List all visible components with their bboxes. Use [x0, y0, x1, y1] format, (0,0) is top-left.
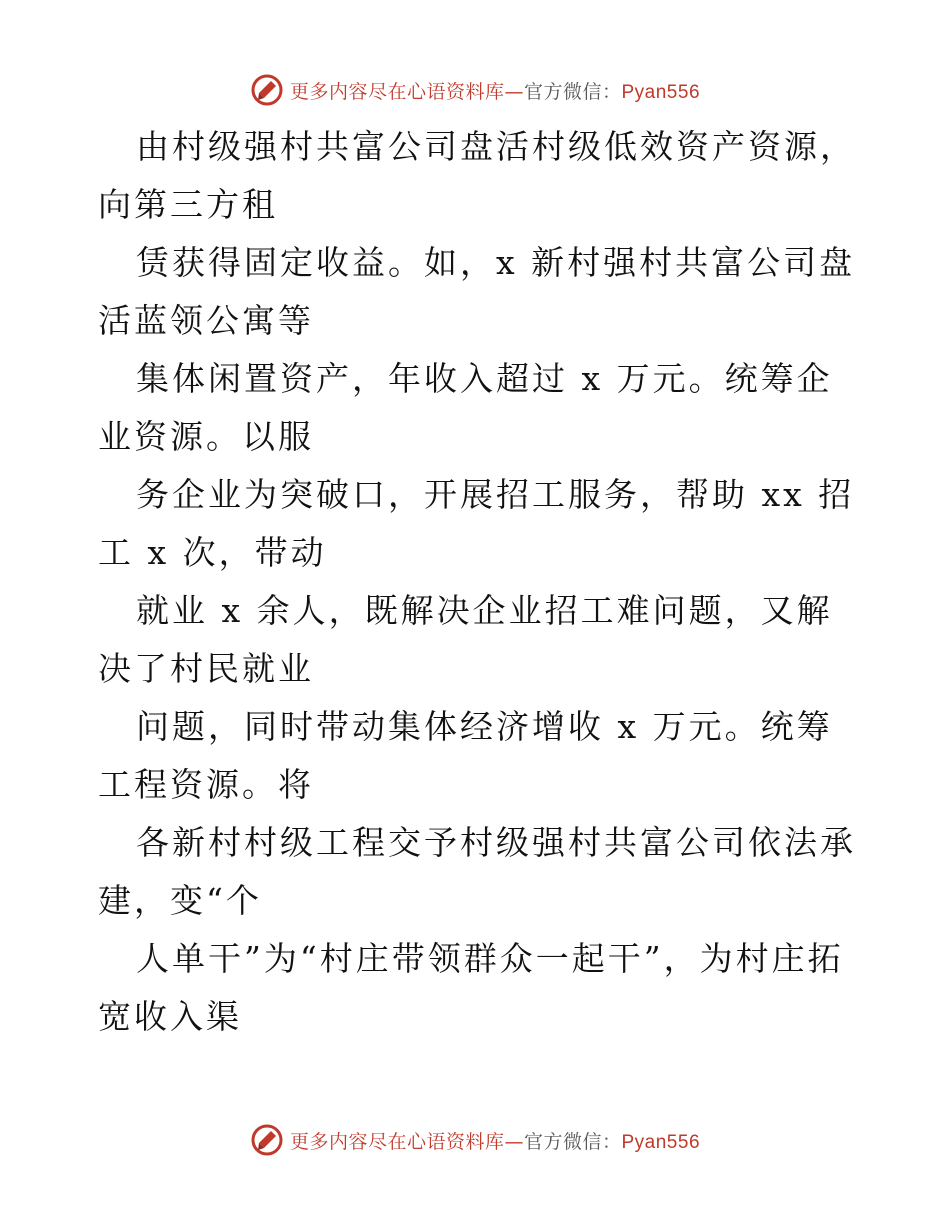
body-line: 赁获得固定收益。如，x 新村强村共富公司盘活蓝领公寓等 [98, 243, 856, 340]
stamp-logo-icon [250, 1123, 284, 1157]
header-watermark [0, 70, 950, 110]
footer-wechat-label: 官方微信： [523, 1130, 622, 1153]
body-line: 务企业为突破口，开展招工服务，帮助 xx 招工 x 次，带动 [98, 475, 855, 572]
stamp-logo-icon [250, 73, 284, 107]
body-line: 问题，同时带动集体经济增收 x 万元。统筹工程资源。将 [98, 707, 833, 804]
header-wechat-id: Pyan556 [621, 81, 701, 103]
header-wechat-label: 官方微信： [523, 80, 622, 103]
body-line: 集体闲置资产，年收入超过 x 万元。统筹企业资源。以服 [98, 359, 833, 456]
body-line: 各新村村级工程交予村级强村共富公司依法承建，变“个 [98, 823, 856, 920]
header-watermark-text [290, 77, 700, 104]
body-line: 人单干”为“村庄带领群众一起干”，为村庄拓宽收入渠 [98, 939, 844, 1036]
footer-site-text: 更多内容尽在心语资料库 [289, 1130, 505, 1153]
footer-wechat-id: Pyan556 [621, 1131, 701, 1153]
header-dash: — [504, 80, 524, 103]
footer-watermark-text [290, 1127, 700, 1154]
footer-watermark [0, 1120, 950, 1160]
document-body [98, 118, 868, 1046]
body-line: 由村级强村共富公司盘活村级低效资产资源，向第三方租 [98, 127, 856, 224]
footer-dash: — [504, 1130, 524, 1153]
header-site-text: 更多内容尽在心语资料库 [289, 80, 505, 103]
body-line: 就业 x 余人，既解决企业招工难问题，又解决了村民就业 [98, 591, 833, 688]
